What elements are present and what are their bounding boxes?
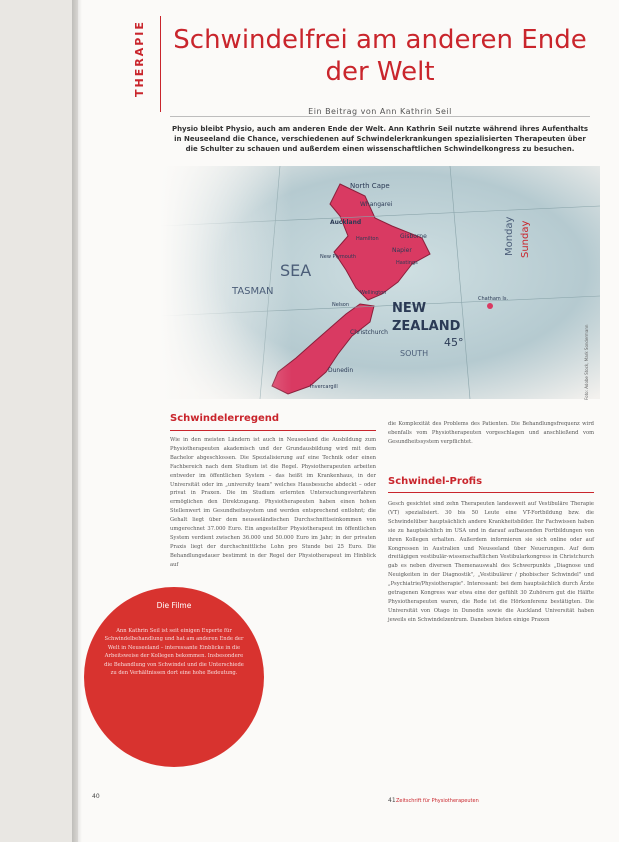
map-label: Auckland — [330, 219, 362, 226]
map-label: Wellington — [360, 290, 387, 296]
title-line-2: der Welt — [325, 57, 435, 87]
infobox-body: Ann Kathrin Seil ist seit einigen Experte für Schwindelbehandlung und hat am anderen Ende der Welt in Neuseeland – interessante Einblicke in die Arbeitsweise der Kollegen bekommen. Insbesondere die Behandlung von Schwindel und die Unterschiede zu den Verhältnissen dort eine hohe Bedeutung. — [104, 628, 244, 677]
map-label: Hamilton — [356, 236, 379, 242]
heading-schwindelerregend: Schwindelerregend — [170, 413, 280, 424]
new-zealand-map-photo — [160, 166, 600, 399]
section-rule — [160, 16, 161, 112]
author-info-circle — [84, 587, 264, 767]
map-label: Invercargill — [310, 384, 338, 390]
title-line-1: Schwindelfrei am anderen Ende — [173, 25, 587, 55]
map-label: North Cape — [350, 182, 390, 190]
journal-name: Zeitschrift für Physiotherapeuten — [396, 798, 479, 804]
map-label: Napier — [392, 247, 412, 254]
map-label: Chatham Is. — [478, 296, 509, 302]
right-column-intro: die Komplexität des Problems des Patienten. Die Behandlungsfrequenz wird ebenfalls vom Physiotherapeuten vorgeschlagen und anschließend vom Gesundheitssystem verpflichtet. — [388, 421, 594, 445]
map-label: SEA — [280, 261, 312, 280]
map-label: New Plymouth — [320, 254, 357, 260]
heading-rule — [388, 492, 594, 493]
byline-rule — [170, 116, 590, 117]
map-label: SOUTH — [400, 349, 429, 358]
section-tag: THERAPIE — [133, 20, 146, 97]
byline: Ein Beitrag von Ann Kathrin Seil — [308, 107, 452, 116]
map-label: Dunedin — [328, 367, 354, 374]
map-label: Nelson — [332, 302, 350, 308]
infobox-title: Die Filme — [156, 601, 192, 610]
page-gutter — [72, 0, 82, 842]
map-label: Christchurch — [350, 329, 388, 336]
map-label: Monday — [504, 216, 515, 256]
map-illustration — [160, 166, 600, 399]
map-label: 45° — [444, 336, 464, 349]
map-label: TASMAN — [232, 286, 274, 297]
page-number-left: 40 — [92, 793, 100, 800]
page-number-right: 41 — [388, 797, 396, 804]
map-label: NEW — [392, 301, 427, 316]
heading-rule — [170, 430, 376, 431]
article-title — [170, 24, 590, 88]
map-label: Whangarei — [360, 201, 393, 208]
map-label: ZEALAND — [392, 319, 461, 334]
left-column-text: Wie in den meisten Ländern ist auch in Neuseeland die Ausbildung zum Physiotherapeuten akademisch und der Grundausbildung wird mit dem Bachelor abgeschlossen. Die Spezialisierung auf eine Technik oder einen Fachbereich nach dem Studium ist die Regel. Physiotherapeuten arbeiten entweder im öffentlichen System – das heißt im Krankenhaus, in der Universität oder im „university team" welches Hausbesuche abdeckt – oder privat in Praxen. Die im Studium erlernten Untersuchungsverfahren ermöglichen den Direktzugang. Physiotherapeuten haben einen hohen Stellenwert im Gesundheitssystem und werden entsprechend entlohnt; die Gehalt liegt über dem neuseeländischen Durchschnittseinkommen von umgerechnet 37.000 Euro. Ein angestellter Physiotherapeut im öffentlichen System verdient zwischen 36.000 und 50.000 Euro im Jahr; in der privaten Praxis liegt der durchschnittliche Lohn pro Stunde bei 25 Euro. Die Behandlungsdauer bestimmt in der Regel der Physiotherapeut im Hinblick auf — [170, 437, 376, 568]
map-label: Gisborne — [400, 233, 427, 240]
map-label: Sunday — [520, 220, 531, 258]
photo-credit: Foto: Adobe Stock, Mark Sondermann — [584, 324, 589, 400]
lead-paragraph: Physio bleibt Physio, auch am anderen Ende der Welt. Ann Kathrin Seil nutzte während ihres Aufenthalts in Neuseeland die Chance, verschiedenen auf Schwindelerkrankungen spezialisierten Therapeuten über die Schulter zu schauen und außerdem einen wissenschaftlichen Schwindelkongress zu besuchen. — [171, 125, 589, 153]
heading-schwindel-profis: Schwindel-Profis — [388, 476, 483, 487]
map-label: Hastings — [396, 260, 418, 266]
right-column-text: Gesch gesichtet sind zehn Therapeuten landesweit auf Vestibuläre Therapie (VT) spezialisiert. 30 bis 50 Leute eine VT-Fortbildung bzw. die Schwindelüber hauptsächlich andere Krankheitsbilder. Ihr Fachwissen haben sie zu hauptsächlich im USA und in darauf aufbauenden Fortbildungen von ihren Kollegen erhalten. Außerdem informieren sie sich online oder auf Kongressen in Australien und Neuseeland über Neuerungen. Auf dem dreitägigen vestibulär-wissenschaftlichen Vestibularkongress in Christchurch gab es neben diversen Themenauswahl des Schwerpunkts „Diagnose und Neuigkeiten in der Diagnostik", „Vestibulärer / phobischer Schwindel" und „Psychiatrie/Physiotherapie". Interessant: bei dem hauptsächlich durch Ärzte getragenen Kongress war etwa eine der gefühlt 30 Zuhörern gut die Hälfte Physiotherapeuten waren, die Rede ist die Hörkonferenz bestätigten. Die Universität von Otago in Dunedin sowie die Auckland Universität haben jeweils ein Schwindelzentrum. Daneben bieten einige Praxen — [388, 501, 594, 623]
